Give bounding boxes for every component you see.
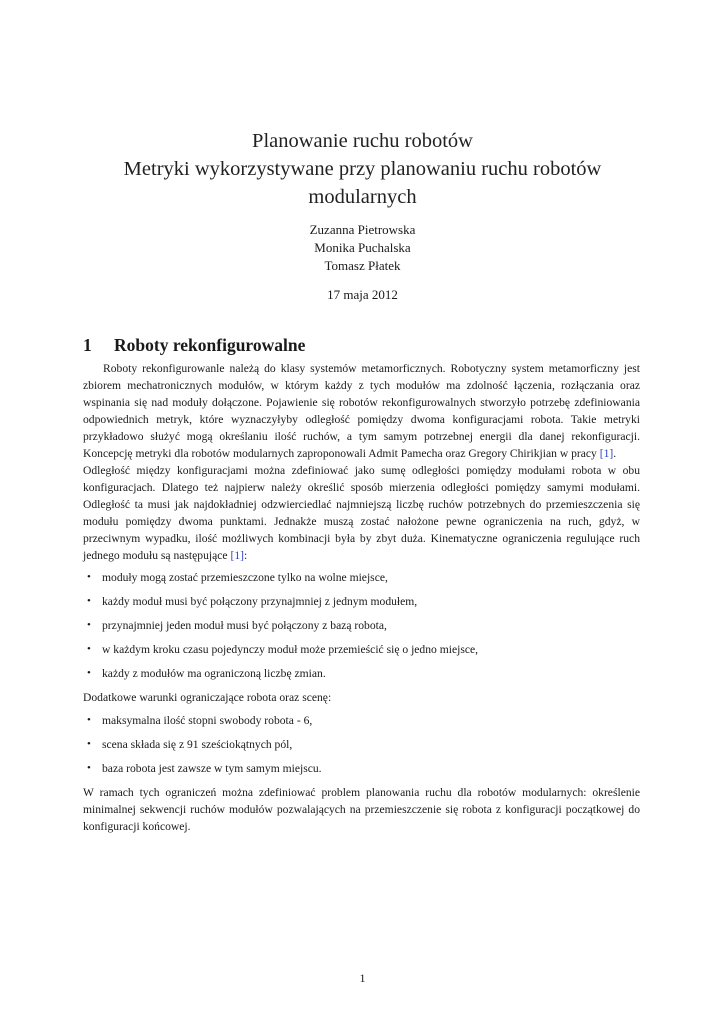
list-item-text: scena składa się z 91 sześciokątnych pól, — [102, 738, 293, 751]
author-list — [60, 221, 665, 275]
list-item — [83, 641, 640, 658]
bullet-icon: • — [87, 762, 91, 774]
paragraph: W ramach tych ograniczeń można zdefiniować problem planowania ruchu dla robotów modularnych: określenie minimalnej sekwencji ruchów modułów pozwalających na przemieszczenie się robota z konfiguracji początkowej do konfiguracji końcowej. — [83, 786, 640, 833]
section-heading — [83, 334, 305, 356]
section-body — [83, 360, 640, 835]
title-line-3: modularnych — [308, 186, 417, 208]
list-item — [83, 617, 640, 634]
constraint-list — [83, 569, 640, 682]
paragraph — [83, 462, 640, 564]
list-item — [83, 569, 640, 586]
list-item — [83, 712, 640, 729]
bullet-icon: • — [87, 738, 91, 750]
citation-link[interactable]: [1] — [230, 549, 244, 562]
paragraph-text: Odległość między konfiguracjami można zdefiniować jako sumę odległości pomiędzy modułami robota w obu konfiguracjach. Dlatego też najpierw należy określić sposób mierzenia odległości pomiędzy samymi modułami. Odległość ta musi jak najdokładniej odzwierciedlać najmniejszą liczbę ruchów potrzebnych do przemieszczenia się modułu pomiędzy dwoma punktami. Jednakże muszą zostać nałożone pewne ograniczenia na ruch, gdyż, w przeciwnym wypadku, ilość możliwych kombinacji była by zbyt duża. Kinematyczne ograniczenia regulujące ruch jednego modułu są następujące — [83, 464, 640, 562]
document-title — [60, 127, 665, 211]
title-line-1: Planowanie ruchu robotów — [252, 130, 473, 152]
paragraph-text: Roboty rekonfigurowanle należą do klasy systemów metamorficznych. Robotyczny system metamorficzny jest zbiorem mechatronicznych modułów, w którym każdy z tych modułów ma zdolność łączenia, rozłączania oraz wspinania się nad moduły dołączone. Pojawienie się robotów rekonfigurowalnych stworzyło potrzebę zdefiniowania odpowiednich metryk, które wyznaczyłyby odległość pomiędzy dwoma konfiguracjami robota. Takie metryki przykładowo służyć mogą określaniu ilość ruchów, a tym samym potrzebnej energii dla danej rekonfiguracji. Koncepcję metryki dla robotów modularnych zaproponowali Admit Pamecha oraz Gregory Chirikjian w pracy — [83, 362, 640, 460]
conditions-list — [83, 712, 640, 777]
list-item-text: maksymalna ilość stopni swobody robota - 6, — [102, 714, 313, 727]
list-item-text: każdy moduł musi być połączony przynajmniej z jednym modułem, — [102, 595, 418, 608]
section-number: 1 — [83, 335, 92, 355]
bullet-icon: • — [87, 643, 91, 655]
list-item — [83, 593, 640, 610]
document-date: 17 maja 2012 — [327, 287, 398, 302]
title-line-2: Metryki wykorzystywane przy planowaniu ruchu robotów — [123, 158, 602, 180]
author-name: Tomasz Płatek — [324, 258, 401, 273]
list-item-text: przynajmniej jeden moduł musi być połączony z bazą robota, — [102, 619, 387, 632]
citation-link[interactable]: [1] — [599, 447, 614, 460]
list-item-text: moduły mogą zostać przemieszczone tylko na wolne miejsce, — [102, 571, 388, 584]
bullet-icon: • — [87, 619, 91, 631]
paragraph — [83, 360, 640, 462]
author-name: Zuzanna Pietrowska — [309, 222, 416, 237]
page-number: 1 — [359, 971, 366, 985]
list-item-text: każdy z modułów ma ograniczoną liczbę zmian. — [102, 667, 326, 680]
section-title: Roboty rekonfigurowalne — [114, 335, 306, 355]
bullet-icon: • — [87, 714, 91, 726]
list-item — [83, 736, 640, 753]
author-name: Monika Puchalska — [314, 240, 411, 255]
list-item-text: baza robota jest zawsze w tym samym miejscu. — [102, 762, 322, 775]
list-item-text: w każdym kroku czasu pojedynczy moduł może przemieścić się o jedno miejsce, — [102, 643, 479, 656]
list-item — [83, 665, 640, 682]
paragraph-end: . — [613, 447, 617, 460]
bullet-icon: • — [87, 667, 91, 679]
bullet-icon: • — [87, 595, 91, 607]
bullet-icon: • — [87, 571, 91, 583]
paragraph: Dodatkowe warunki ograniczające robota oraz scenę: — [83, 691, 332, 704]
paragraph-end: : — [243, 549, 248, 562]
list-item — [83, 760, 640, 777]
